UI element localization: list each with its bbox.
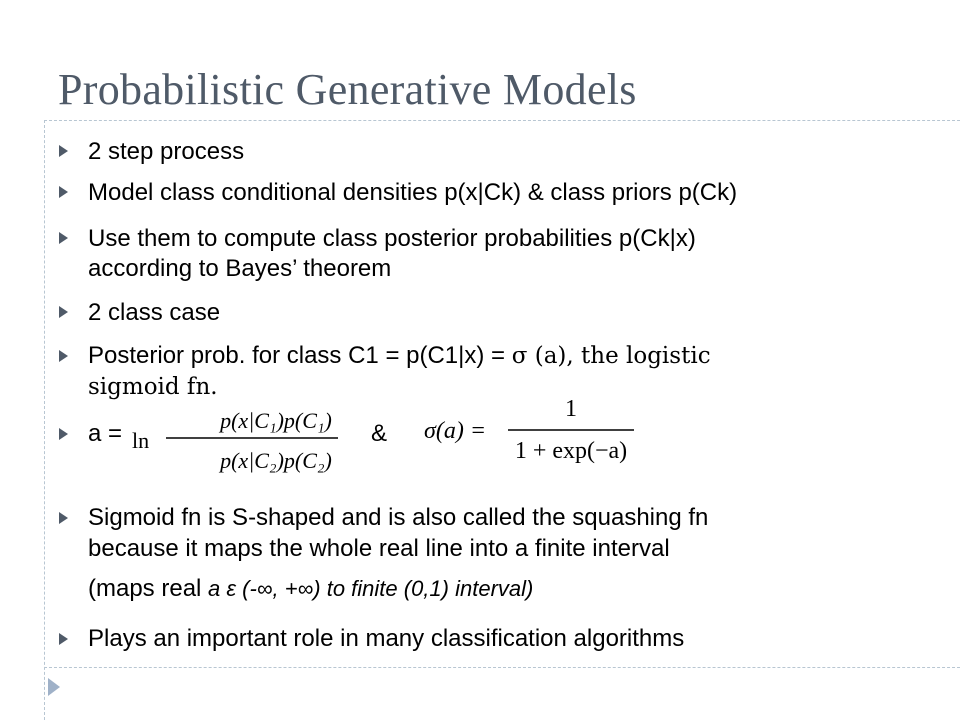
bullet-text: 2 class case xyxy=(88,299,221,326)
fraction-numerator: p(x|C₁)p(C₁) xyxy=(220,408,332,433)
bullet-arrow-icon xyxy=(59,306,68,318)
ln-text: ln xyxy=(132,428,150,453)
bullet-arrow-icon xyxy=(59,186,68,198)
slide-title: Probabilistic Generative Models xyxy=(58,65,637,114)
bullet-text xyxy=(88,341,711,371)
bullet-arrow-icon xyxy=(59,145,68,157)
bullet-arrow-icon xyxy=(59,232,68,244)
log-odds-formula xyxy=(132,398,354,480)
bullet-text: a = xyxy=(88,420,123,447)
bullet-text-continuation xyxy=(88,574,533,603)
bullet-arrow-icon xyxy=(59,633,68,645)
bullet-text: Sigmoid fn is S-shaped and is also called the squashing fn xyxy=(88,504,709,531)
bullet-text: 2 step process xyxy=(88,138,245,165)
fraction-denominator: p(x|C₂)p(C₂) xyxy=(220,448,332,473)
bullet-text-continuation: because it maps the whole real line into a finite interval xyxy=(88,535,670,562)
footer-divider xyxy=(44,667,960,668)
bullet-text: Model class conditional densities p(x|Ck) & class priors p(Ck) xyxy=(88,179,738,206)
bullet-text-part: (maps real xyxy=(88,575,209,602)
bullet-text: Use them to compute class posterior probabilities p(Ck|x) xyxy=(88,225,696,252)
left-divider xyxy=(44,120,45,720)
bullet-text-part: Posterior prob. for class C1 = p(C1|x) = xyxy=(88,342,512,369)
bullet-text-continuation: sigmoid fn. xyxy=(88,374,218,400)
sigma-lhs: σ(a) = xyxy=(424,418,487,444)
sigma-text: σ (a), the logistic xyxy=(511,343,711,369)
sigmoid-denominator: 1 + exp(−a) xyxy=(514,438,628,464)
bullet-arrow-icon xyxy=(59,428,68,440)
interval-text: a ε (-∞, +∞) to finite (0,1) interval) xyxy=(208,576,534,601)
ampersand-text: & xyxy=(371,420,388,447)
sigmoid-formula xyxy=(424,394,654,474)
title-divider xyxy=(44,120,960,121)
sigmoid-numerator: 1 xyxy=(565,396,577,422)
bullet-arrow-icon xyxy=(59,512,68,524)
bullet-text: Plays an important role in many classification algorithms xyxy=(88,625,685,652)
bullet-arrow-icon xyxy=(59,350,68,362)
bullet-text-continuation: according to Bayes’ theorem xyxy=(88,255,392,282)
footer-arrow-icon xyxy=(48,678,60,696)
